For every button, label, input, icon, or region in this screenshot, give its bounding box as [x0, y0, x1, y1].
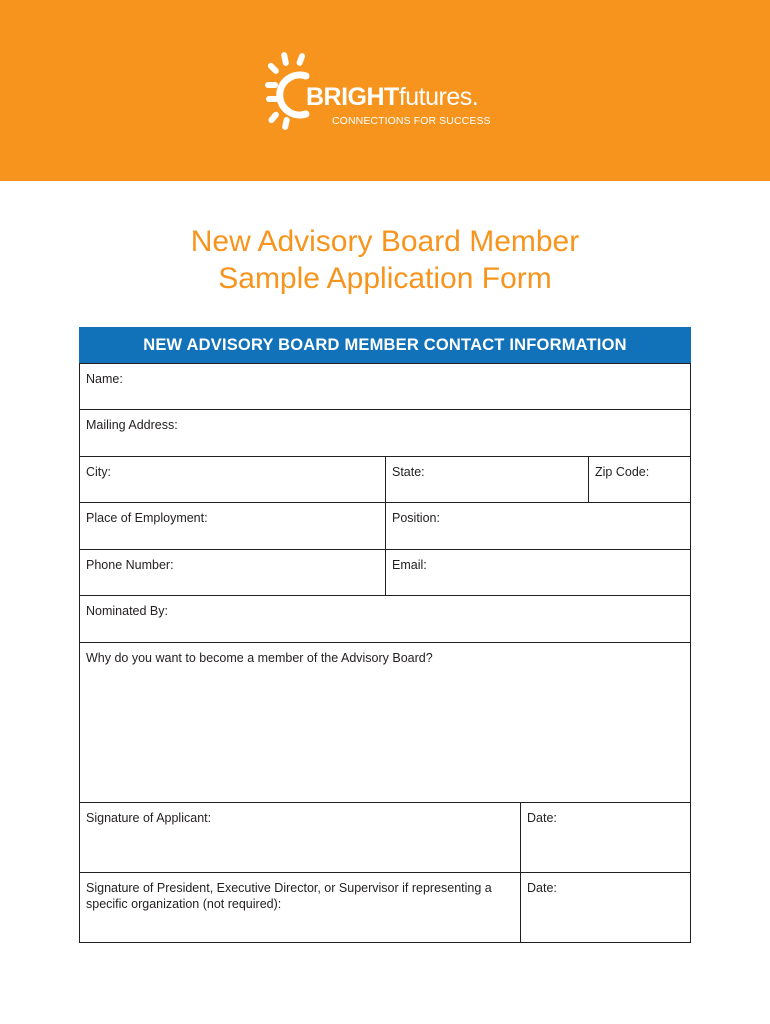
section-header: NEW ADVISORY BOARD MEMBER CONTACT INFORMATION — [79, 327, 691, 363]
nominated-by-field[interactable]: Nominated By: — [80, 595, 690, 642]
tagline: CONNECTIONS FOR SUCCESS — [332, 115, 491, 127]
title-line-1: New Advisory Board Member — [190, 225, 580, 258]
application-form — [79, 327, 691, 943]
mailing-address-field[interactable]: Mailing Address: — [80, 409, 690, 456]
phone-number-field[interactable]: Phone Number: — [80, 549, 385, 595]
signature-president-field[interactable]: Signature of President, Executive Director, or Supervisor if representing a specific organization (not required): — [80, 872, 520, 942]
signature-applicant-field[interactable]: Signature of Applicant: — [80, 802, 520, 872]
brand-light: futures — [398, 83, 472, 111]
name-field[interactable]: Name: — [80, 363, 690, 409]
state-field[interactable]: State: — [385, 456, 588, 502]
city-field[interactable]: City: — [80, 456, 385, 502]
why-member-field[interactable]: Why do you want to become a member of the Advisory Board? — [80, 642, 690, 802]
brand-mark: . — [471, 83, 479, 111]
president-signature-row — [80, 872, 690, 942]
brand-wordmark — [306, 82, 478, 112]
header-banner — [0, 0, 770, 181]
page-title — [0, 223, 770, 297]
date-applicant-field[interactable]: Date: — [520, 802, 690, 872]
zip-code-field[interactable]: Zip Code: — [588, 456, 690, 502]
form-grid — [79, 363, 691, 943]
brightfutures-logo — [262, 50, 522, 134]
brand-bold: BRIGHT — [306, 83, 399, 111]
applicant-signature-row — [80, 802, 690, 872]
date-president-field[interactable]: Date: — [520, 872, 690, 942]
title-line-2: Sample Application Form — [218, 262, 552, 295]
place-of-employment-field[interactable]: Place of Employment: — [80, 502, 385, 549]
email-field[interactable]: Email: — [385, 549, 690, 595]
position-field[interactable]: Position: — [385, 502, 690, 549]
